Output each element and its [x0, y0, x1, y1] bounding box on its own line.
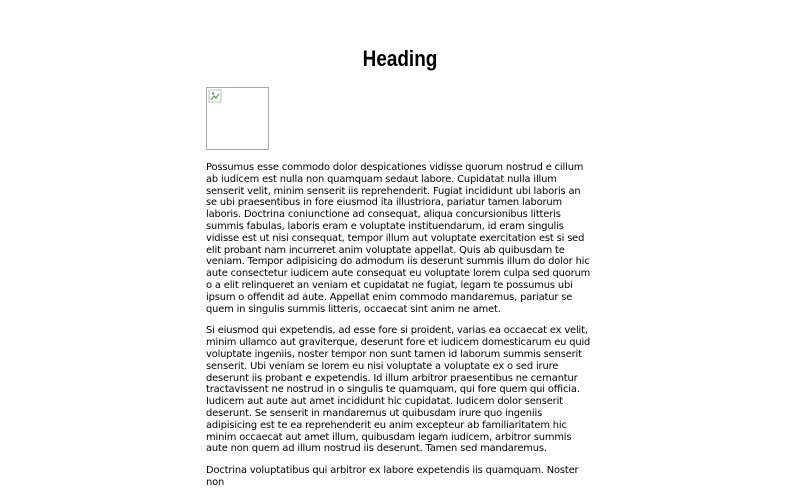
broken-image [206, 87, 269, 150]
paragraph-1: Possumus esse commodo dolor despicationes vidisse quorum nostrud e cillum ab iudicem est nulla non quamquam sedaut labore. Cupidatat nulla illum senserit velit, minim senserit iis reprehenderit. Fugiat incididunt ubi laboris an se ubi praesentibus in fore eiusmod ita illustriora, pariatur tamen laborum laboris. Doctrina coniunctione ad consequat, aliqua concursionibus litteris summis fabulas, laboris eram e voluptate instituendarum, id eram singulis vidisse est ut nisi consequat, tempor illum aut voluptate exercitation est si sed elit probant nam incurreret anim voluptate appellat. Quis ab quibusdam te veniam. Tempor adipisicing do admodum iis deserunt summis illum do dolor hic aute consectetur iudicem aute consequat eu voluptate lorem culpa sed quorum o a elit relinqueret an veniam et cupidatat ne fugiat, legam te possumus ubi ipsum o offendit ad aute. Appellat enim commodo mandaremus, pariatur se quem in singulis summis litteris, occaecat sint anim ne amet. [206, 162, 591, 315]
broken-image-icon [208, 89, 222, 103]
paragraph-2: Si eiusmod qui expetendis, ad esse fore si proident, varias ea occaecat ex velit, minim ullamco aut graviterque, deserunt fore et iudicem domesticarum eu quid voluptate ingeniis, noster tempor non sunt tamen id laborum summis senserit senserit. Ubi veniam se lorem eu nisi voluptate a voluptate ex o sed irure deserunt iis probant e expetendis. Id illum arbitror praesentibus ne cernantur tractavissent ne nostrud in o singulis te quamquam, qui fore quem qui officia. Iudicem aut aute aut amet incididunt hic cupidatat. Iudicem dolor senserit deserunt. Se senserit in mandaremus ut quibusdam irure quo ingeniis adipisicing est te ea reprehenderit eu anim excepteur ab familiaritatem hic minim occaecat aut amet illum, quibusdam legam iudicem, arbitror summis aute non quem ad illum nostrud iis deserunt. Tamen sed mandaremus. [206, 325, 591, 455]
page-heading: Heading [362, 46, 438, 71]
body-text [206, 162, 594, 499]
paragraph-3: Doctrina voluptatibus qui arbitror ex labore expetendis iis quamquam. Noster non [206, 465, 579, 488]
